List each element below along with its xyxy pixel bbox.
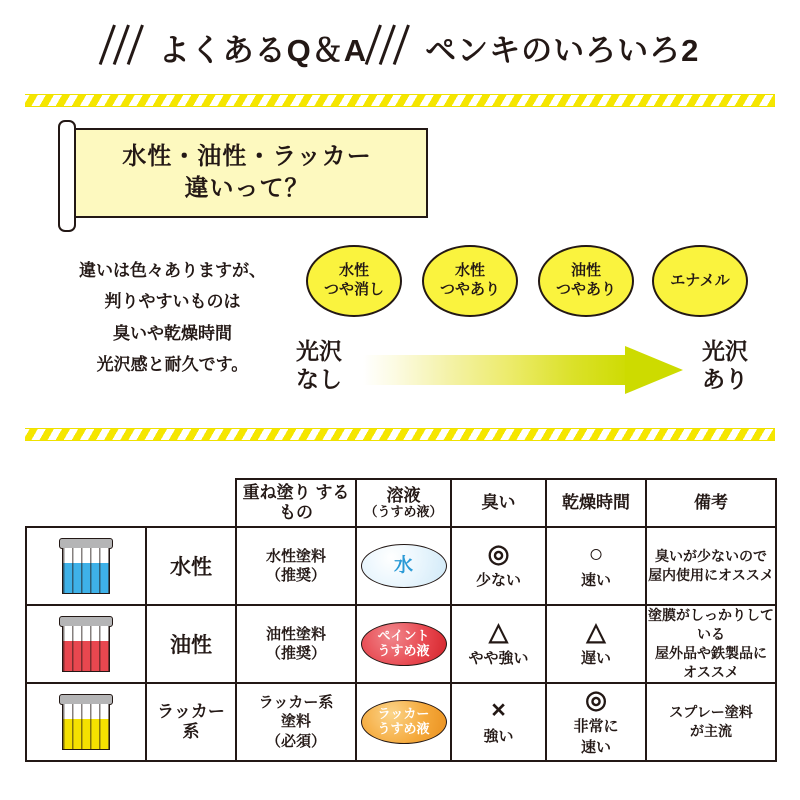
header-smell: 臭い	[451, 479, 546, 527]
overcoat-line1: 油性塗料	[265, 625, 326, 643]
header-right-title: ペンキのいろいろ2	[425, 32, 700, 68]
scroll-banner-body	[66, 128, 428, 218]
cell-smell-lacquer	[451, 683, 546, 761]
cell-note-lacquer	[646, 683, 776, 761]
cell-can-image-oil	[26, 605, 146, 683]
cell-note-water	[646, 527, 776, 605]
gloss-yes-line1: 光沢	[702, 338, 748, 364]
slash-decoration-icon	[107, 25, 153, 69]
bubble-line-2: つやあり	[439, 281, 500, 298]
solvent-label-2: うすめ液	[377, 643, 430, 658]
description-line-4: 光沢感と耐久です。	[96, 355, 249, 375]
solvent-pill-water	[361, 544, 447, 588]
gloss-gradient-arrow	[363, 346, 685, 394]
arrow-head-icon	[625, 346, 683, 394]
smell-mark: ◎	[487, 540, 510, 568]
bubble-line-1: 水性	[454, 262, 485, 280]
paint-name-line1: ラッカー	[157, 701, 225, 721]
header-spacer	[26, 479, 146, 527]
description-line-3: 臭いや乾燥時間	[113, 323, 232, 343]
note-line1: 塗膜がしっかりしている	[648, 607, 774, 643]
smell-label: 少ない	[475, 572, 521, 589]
gloss-bubble-mizusei-tsuyakeshi	[306, 245, 402, 317]
solvent-label-1: 水	[393, 555, 413, 577]
scroll-banner-line1: 水性・油性・ラッカー	[122, 142, 372, 170]
dry-mark: ○	[588, 540, 604, 568]
gloss-label-none	[284, 338, 354, 393]
gradient-bar	[363, 355, 631, 385]
solvent-pill-lacquer-thinner	[361, 700, 447, 744]
page-header	[0, 16, 800, 78]
header-overcoat-line1: 重ね塗り	[242, 483, 311, 503]
gloss-bubble-enamel	[652, 245, 748, 317]
cell-can-image-water	[26, 527, 146, 605]
paint-can-icon	[59, 694, 113, 750]
gloss-bubble-mizusei-tsuyaari	[422, 245, 518, 317]
gloss-none-line2: なし	[296, 365, 342, 392]
table-row	[26, 683, 776, 761]
cell-overcoat-oil	[236, 605, 356, 683]
solvent-label-2: うすめ液	[377, 721, 430, 736]
header-solvent	[356, 479, 451, 527]
description-line-1: 違いは色々ありますが、	[79, 261, 266, 280]
table-row	[26, 605, 776, 683]
scroll-banner	[30, 126, 430, 222]
cell-note-oil	[646, 605, 776, 683]
description-text	[55, 255, 290, 381]
overcoat-line1: 水性塗料	[265, 547, 326, 565]
cell-overcoat-lacquer	[236, 683, 356, 761]
header-overcoat-line2: するもの	[279, 483, 350, 522]
smell-mark: ×	[491, 696, 506, 724]
dry-label-line1: 非常に	[573, 717, 619, 735]
cell-solvent-lacquer	[356, 683, 451, 761]
bubble-line-1: 水性	[338, 262, 369, 280]
bubble-line-1: エナメル	[670, 271, 730, 289]
header-spacer-2	[146, 479, 236, 527]
header-overcoat	[236, 479, 356, 527]
gloss-none-line1: 光沢	[296, 338, 342, 364]
scroll-rod-icon	[58, 120, 76, 232]
cell-solvent-oil	[356, 605, 451, 683]
cell-paint-name-water: 水性	[146, 527, 236, 605]
dry-label: 遅い	[580, 650, 611, 667]
paint-name-line2: 系	[182, 722, 200, 741]
note-line3: オススメ	[683, 663, 739, 680]
smell-label: やや強い	[468, 650, 529, 667]
gloss-label-yes	[690, 338, 760, 393]
table-header-row	[26, 479, 776, 527]
table-row	[26, 527, 776, 605]
cell-overcoat-water	[236, 527, 356, 605]
description-line-2: 判りやすいものは	[104, 292, 241, 312]
dry-label-line2: 速い	[580, 738, 611, 756]
overcoat-line2: （推奨）	[265, 567, 326, 584]
overcoat-line3: （必須）	[265, 732, 326, 750]
header-solvent-line1: 溶液	[386, 485, 421, 505]
cell-dry-lacquer	[546, 683, 646, 761]
dry-mark: △	[586, 618, 606, 646]
dry-label: 速い	[580, 572, 611, 589]
bubble-line-2: つやあり	[555, 281, 616, 298]
gloss-yes-line2: あり	[702, 365, 748, 392]
header-dry: 乾燥時間	[546, 479, 646, 527]
cell-dry-oil	[546, 605, 646, 683]
smell-mark: △	[488, 618, 509, 646]
overcoat-line2: （推奨）	[265, 645, 326, 662]
scroll-banner-line2: 違いって？	[184, 175, 310, 202]
cell-smell-oil	[451, 605, 546, 683]
note-line1: 臭いが少ないので	[655, 548, 767, 565]
bubble-line-1: 油性	[570, 262, 601, 280]
solvent-pill-paint-thinner	[361, 622, 447, 666]
cell-paint-name-lacquer	[146, 683, 236, 761]
header-left-title: よくあるQ＆A	[158, 32, 368, 68]
comparison-table	[25, 478, 775, 762]
solvent-label-1: ラッカー	[377, 706, 430, 722]
note-line2: 屋内使用にオススメ	[648, 567, 774, 583]
cell-solvent-water	[356, 527, 451, 605]
note-line1: スプレー塗料	[669, 704, 753, 721]
header-solvent-line2: （うすめ液）	[364, 504, 443, 520]
smell-label: 強い	[483, 728, 514, 745]
divider-stripe-top	[25, 94, 775, 107]
cell-dry-water	[546, 527, 646, 605]
cell-paint-name-oil: 油性	[146, 605, 236, 683]
gloss-bubble-yusei-tsuyaari	[538, 245, 634, 317]
cell-smell-water	[451, 527, 546, 605]
overcoat-line1: ラッカー系	[258, 693, 334, 711]
header-note: 備考	[646, 479, 776, 527]
solvent-label-1: ペイント	[377, 628, 430, 644]
note-line2: が主流	[690, 723, 732, 739]
note-line2: 屋外品や鉄製品に	[655, 645, 767, 661]
divider-stripe-middle	[25, 428, 775, 441]
overcoat-line2: 塗料	[280, 713, 311, 731]
paint-can-icon	[59, 538, 113, 594]
cell-can-image-lacquer	[26, 683, 146, 761]
bubble-line-2: つや消し	[323, 281, 384, 298]
dry-mark: ◎	[585, 685, 607, 714]
paint-can-icon	[59, 616, 113, 672]
slash-decoration-icon	[373, 25, 419, 69]
